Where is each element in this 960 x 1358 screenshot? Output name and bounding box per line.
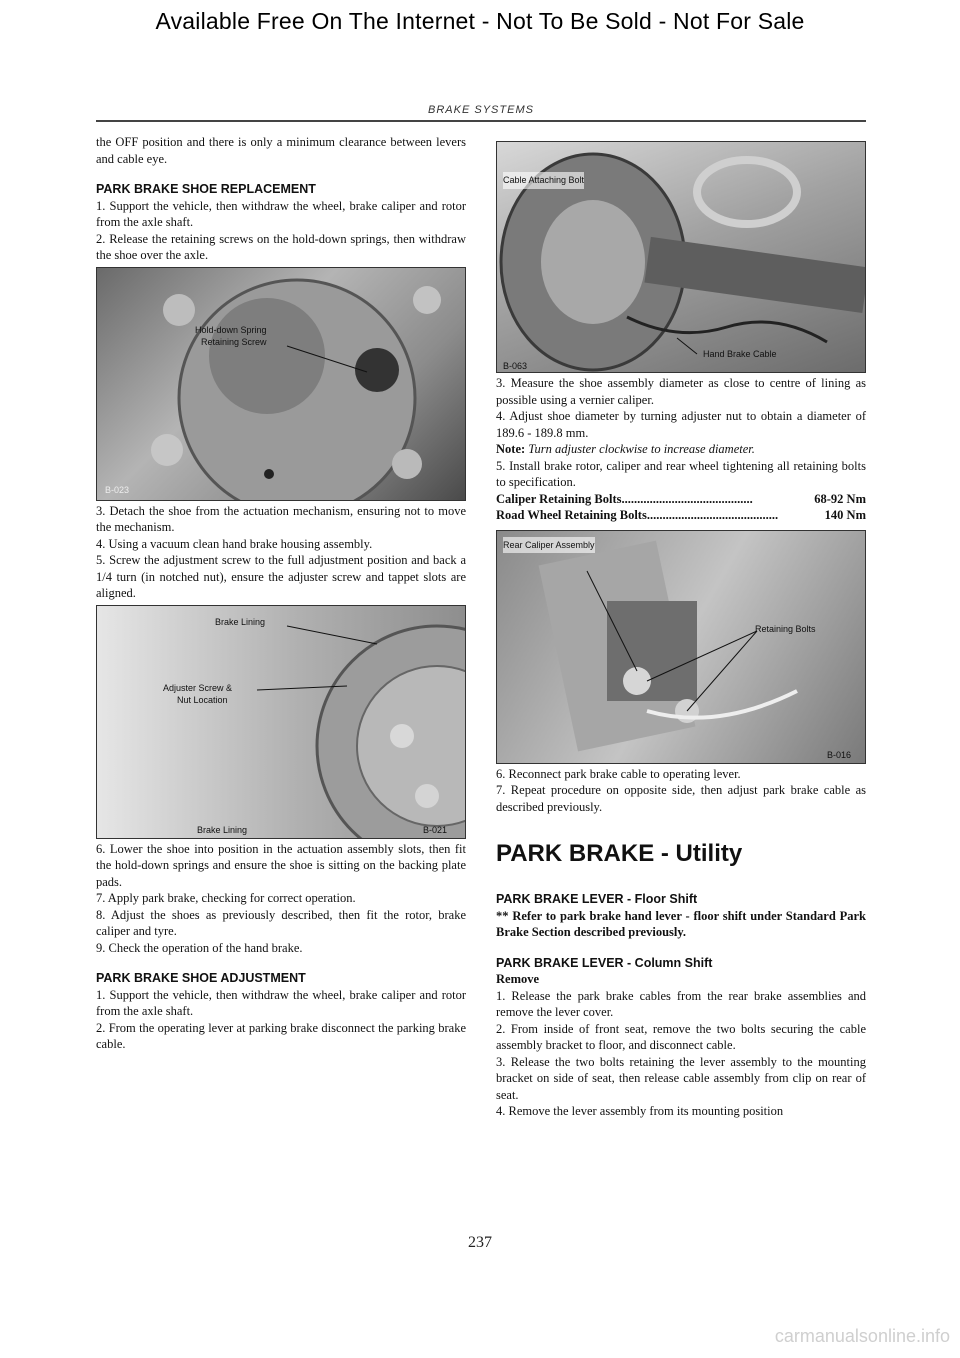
note-body: Turn adjuster clockwise to increase diameter.	[528, 442, 755, 456]
right-column	[496, 138, 866, 1120]
column-shift-heading: PARK BRAKE LEVER - Column Shift	[496, 955, 713, 970]
photo-label: Retaining Bolts	[755, 623, 816, 634]
note-text	[496, 441, 866, 458]
remove-heading: Remove	[496, 972, 540, 986]
photo-label: Retaining Screw	[201, 336, 267, 347]
spec-name: Road Wheel Retaining Bolts	[496, 508, 647, 522]
step-text: 1. Support the vehicle, then withdraw the wheel, brake caliper and rotor from the axle shaft.	[96, 987, 466, 1018]
spec-caliper-bolts	[496, 491, 866, 508]
step-text: 5. Install brake rotor, caliper and rear wheel tightening all retaining bolts to specification.	[496, 458, 866, 489]
photo-label: Brake Lining	[215, 616, 266, 627]
photo-label: Hold-down Spring	[195, 324, 267, 335]
step-text: 1. Support the vehicle, then withdraw the wheel, brake caliper and rotor from the axle shaft.	[96, 198, 466, 229]
note-label: Note:	[496, 442, 526, 456]
photo-label: Hand Brake Cable	[703, 349, 777, 359]
utility-heading: PARK BRAKE - Utility	[496, 840, 743, 867]
step-text: 5. Screw the adjustment screw to the full adjustment position and back a 1/4 turn (in notched nut), ensure the adjuster screw and tappet slots are aligned.	[96, 553, 466, 600]
spec-value: 140 Nm	[824, 508, 866, 522]
step-text: 2. From inside of front seat, remove the two bolts securing the cable assembly bracket to floor, and disconnect cable.	[496, 1021, 866, 1052]
photo-label: Rear Caliper Assembly	[503, 537, 595, 554]
watermark-text: carmanualsonline.info	[774, 1326, 950, 1346]
step-text: 2. Release the retaining screws on the hold-down springs, then withdraw the shoe over the axle.	[96, 231, 466, 262]
step-text: 2. From the operating lever at parking brake disconnect the parking brake cable.	[96, 1020, 466, 1051]
photo-label: Brake Lining	[197, 824, 248, 835]
banner-text: Available Free On The Internet - Not To Be Sold - Not For Sale	[155, 8, 805, 34]
photo-label: Adjuster Screw &	[163, 682, 233, 693]
step-text: 3. Measure the shoe assembly diameter as close to centre of lining as possible using a vernier caliper.	[496, 376, 866, 407]
floor-shift-heading: PARK BRAKE LEVER - Floor Shift	[496, 892, 698, 906]
step-text: 7. Apply park brake, checking for correct operation.	[96, 891, 356, 905]
step-text: 6. Lower the shoe into position in the actuation assembly slots, then fit the hold-down springs and ensure the shoe is sitting on the backing plate pads.	[96, 841, 466, 889]
left-column	[96, 134, 466, 1053]
photo-code: B-023	[105, 484, 130, 495]
hand-brake-cable-photo	[496, 141, 866, 373]
spec-name: Caliper Retaining Bolts	[496, 491, 622, 506]
step-text: 8. Adjust the shoes as previously described, then fit the rotor, brake caliper and tyre.	[96, 907, 466, 938]
step-text: 3. Release the two bolts retaining the lever assembly to the mounting bracket on side of seat, then release cable assembly from clip on rear of seat.	[496, 1054, 866, 1102]
photo-label: Cable Attaching Bolt	[503, 172, 584, 189]
section-header: BRAKE SYSTEMS	[428, 104, 534, 116]
header-rule	[96, 120, 866, 122]
rotor-illustration	[97, 606, 466, 838]
shoe-adjustment-heading: PARK BRAKE SHOE ADJUSTMENT	[96, 971, 306, 985]
step-text: 4. Using a vacuum clean hand brake housing assembly.	[96, 536, 373, 551]
photo-label: Nut Location	[177, 694, 228, 705]
step-text: 6. Reconnect park brake cable to operating lever.	[496, 766, 741, 781]
spec-road-wheel-bolts	[496, 507, 866, 524]
step-text: 1. Release the park brake cables from the rear brake assemblies and remove the lever cover.	[496, 988, 866, 1019]
caliper-assembly-photo	[496, 530, 866, 764]
adjuster-screw-photo	[96, 605, 466, 839]
step-text: 9. Check the operation of the hand brake.	[96, 940, 303, 955]
step-text: 4. Adjust shoe diameter by turning adjuster nut to obtain a diameter of 189.6 - 189.8 mm.	[496, 409, 866, 440]
photo-code: B-063	[503, 361, 528, 371]
floor-shift-note: ** Refer to park brake hand lever - floor shift under Standard Park Brake Section described previously.	[496, 908, 866, 939]
photo-code: B-021	[423, 824, 448, 835]
spec-leader: ..........................................	[621, 491, 753, 506]
step-text: 4. Remove the lever assembly from its mounting position	[496, 1104, 784, 1118]
caliper-illustration	[497, 531, 866, 763]
photo-code: B-016	[827, 749, 852, 760]
hub-illustration	[97, 268, 466, 500]
shoe-replacement-heading: PARK BRAKE SHOE REPLACEMENT	[96, 182, 316, 196]
step-text: 3. Detach the shoe from the actuation mechanism, ensuring not to move the mechanism.	[96, 503, 466, 534]
step-text: 7. Repeat procedure on opposite side, then adjust park brake cable as described previously.	[496, 783, 866, 814]
spec-leader: ..........................................	[646, 508, 779, 522]
spec-value: 68-92 Nm	[814, 491, 866, 506]
intro-text: the OFF position and there is only a minimum clearance between levers and cable eye.	[96, 135, 466, 166]
page-number: 237	[468, 1234, 492, 1251]
hold-down-spring-photo	[96, 267, 466, 501]
